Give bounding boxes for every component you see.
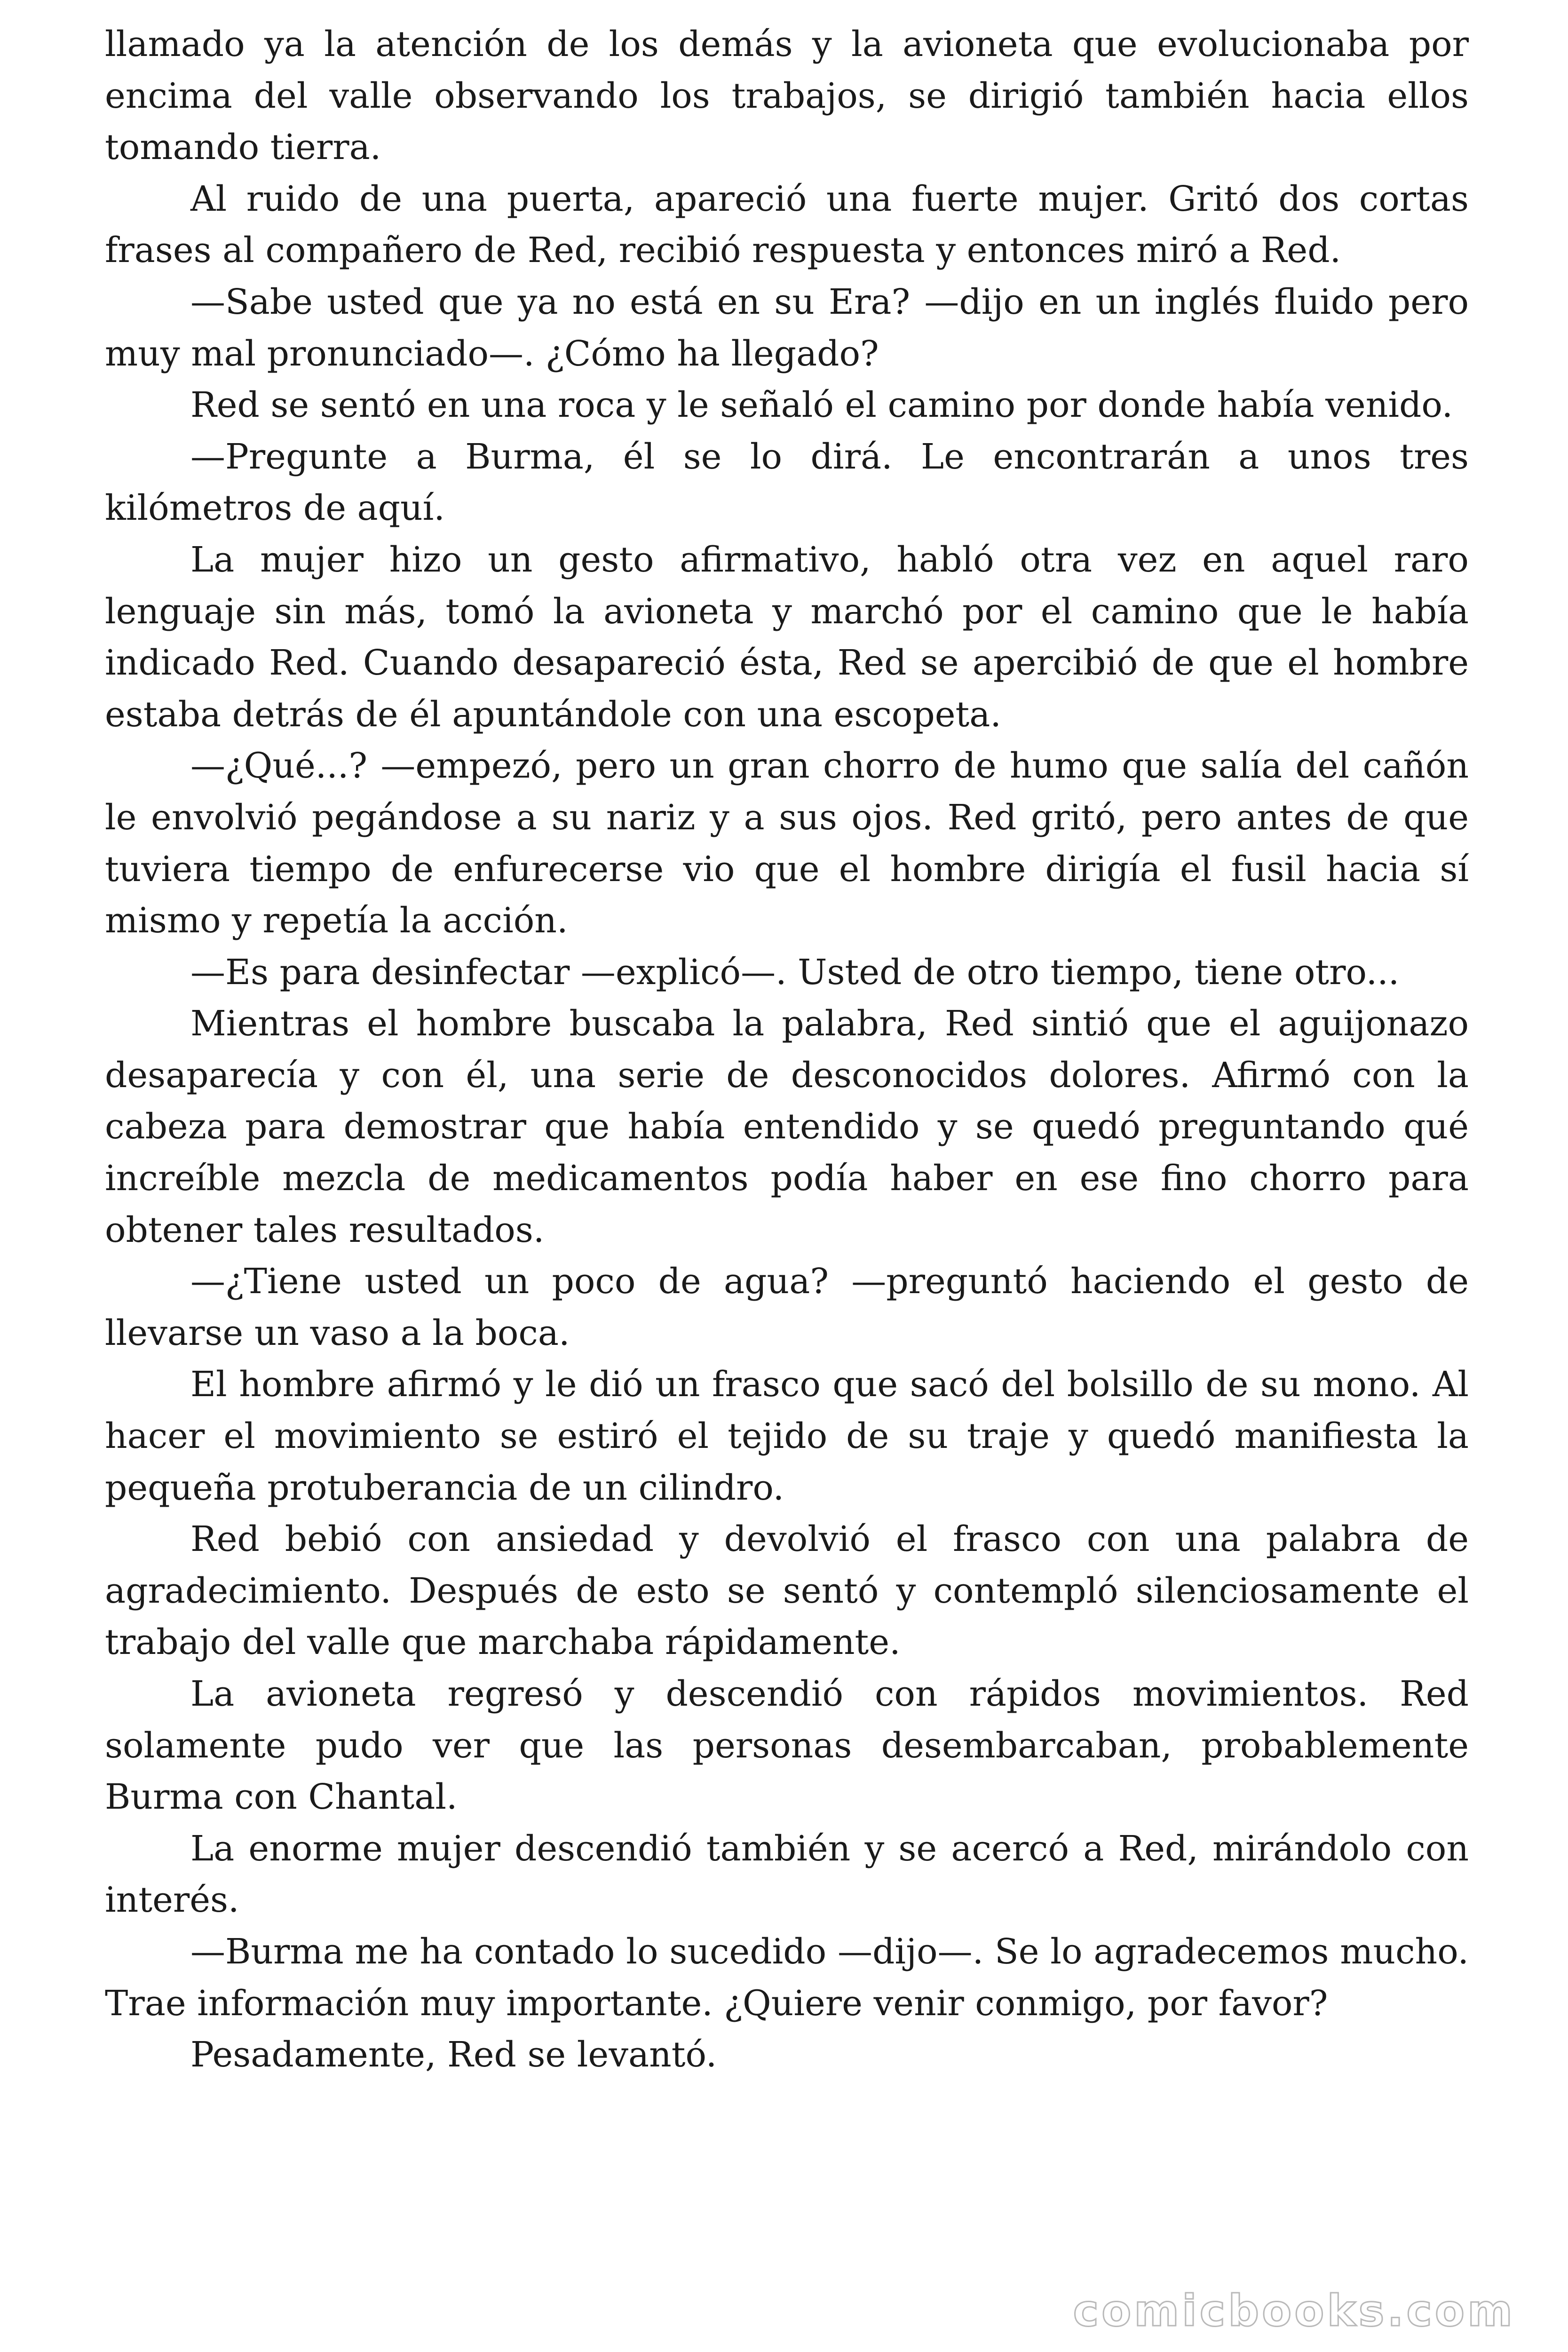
paragraph: —¿Qué...? —empezó, pero un gran chorro de humo que salía del cañón le envolvió pegándose a su nariz y a sus ojos. Red gritó, pero antes de que tuviera tiempo de enfurecerse vio que el hombre dirigía el fusil hacia sí mismo y repetía la acción. [105, 746, 1469, 941]
paragraph: —Pregunte a Burma, él se lo dirá. Le encontrarán a unos tres kilómetros de aquí. [105, 436, 1469, 529]
paragraph: La mujer hizo un gesto afirmativo, habló otra vez en aquel raro lenguaje sin más, tomó la avioneta y marchó por el camino que le había indicado Red. Cuando desapareció ésta, Red se apercibió de que el hombre estaba detrás de él apuntándole con una escopeta. [105, 539, 1469, 735]
paragraph: Mientras el hombre buscaba la palabra, Red sintió que el aguijonazo desaparecía y con él, una serie de desconocidos dolores. Afirmó con la cabeza para demostrar que había entendido y se quedó preguntando qué increíble mezcla de medicamentos podía haber en ese fino chorro para obtener tales resultados. [105, 1003, 1469, 1250]
paragraph: —Es para desinfectar —explicó—. Usted de otro tiempo, tiene otro... [190, 952, 1400, 993]
paragraph: El hombre afirmó y le dió un frasco que sacó del bolsillo de su mono. Al hacer el movimiento se estiró el tejido de su traje y quedó manifiesta la pequeña protuberancia de un cilindro. [105, 1364, 1469, 1508]
watermark-logo: comicbooks.com [1073, 2286, 1515, 2336]
paragraph: Red se sentó en una roca y le señaló el camino por donde había venido. [190, 385, 1453, 426]
paragraph-continuation: llamado ya la atención de los demás y la avioneta que evolucionaba por encima del valle observando los trabajos, se dirigió también hacia ellos tomando tierra. [105, 24, 1469, 168]
paragraph: —Sabe usted que ya no está en su Era? —dijo en un inglés fluido pero muy mal pronunciado—. ¿Cómo ha llegado? [105, 281, 1469, 374]
paragraph: Al ruido de una puerta, apareció una fuerte mujer. Gritó dos cortas frases al compañero de Red, recibió respuesta y entonces miró a Red. [105, 178, 1469, 271]
paragraph: —Burma me ha contado lo sucedido —dijo—. Se lo agradecemos mucho. Trae información muy importante. ¿Quiere venir conmigo, por favor? [105, 1931, 1469, 2024]
paragraph: Red bebió con ansiedad y devolvió el frasco con una palabra de agradecimiento. Después de esto se sentó y contempló silenciosamente el trabajo del valle que marchaba rápidamente. [105, 1519, 1469, 1663]
page-body [105, 19, 1469, 2314]
paragraph: La avioneta regresó y descendió con rápidos movimientos. Red solamente pudo ver que las personas desembarcaban, probablemente Burma con Chantal. [105, 1674, 1469, 1818]
paragraph: La enorme mujer descendió también y se acercó a Red, mirándolo con interés. [105, 1828, 1469, 1921]
paragraph: Pesadamente, Red se levantó. [190, 2034, 717, 2075]
paragraph: —¿Tiene usted un poco de agua? —preguntó haciendo el gesto de llevarse un vaso a la boca. [105, 1261, 1469, 1353]
